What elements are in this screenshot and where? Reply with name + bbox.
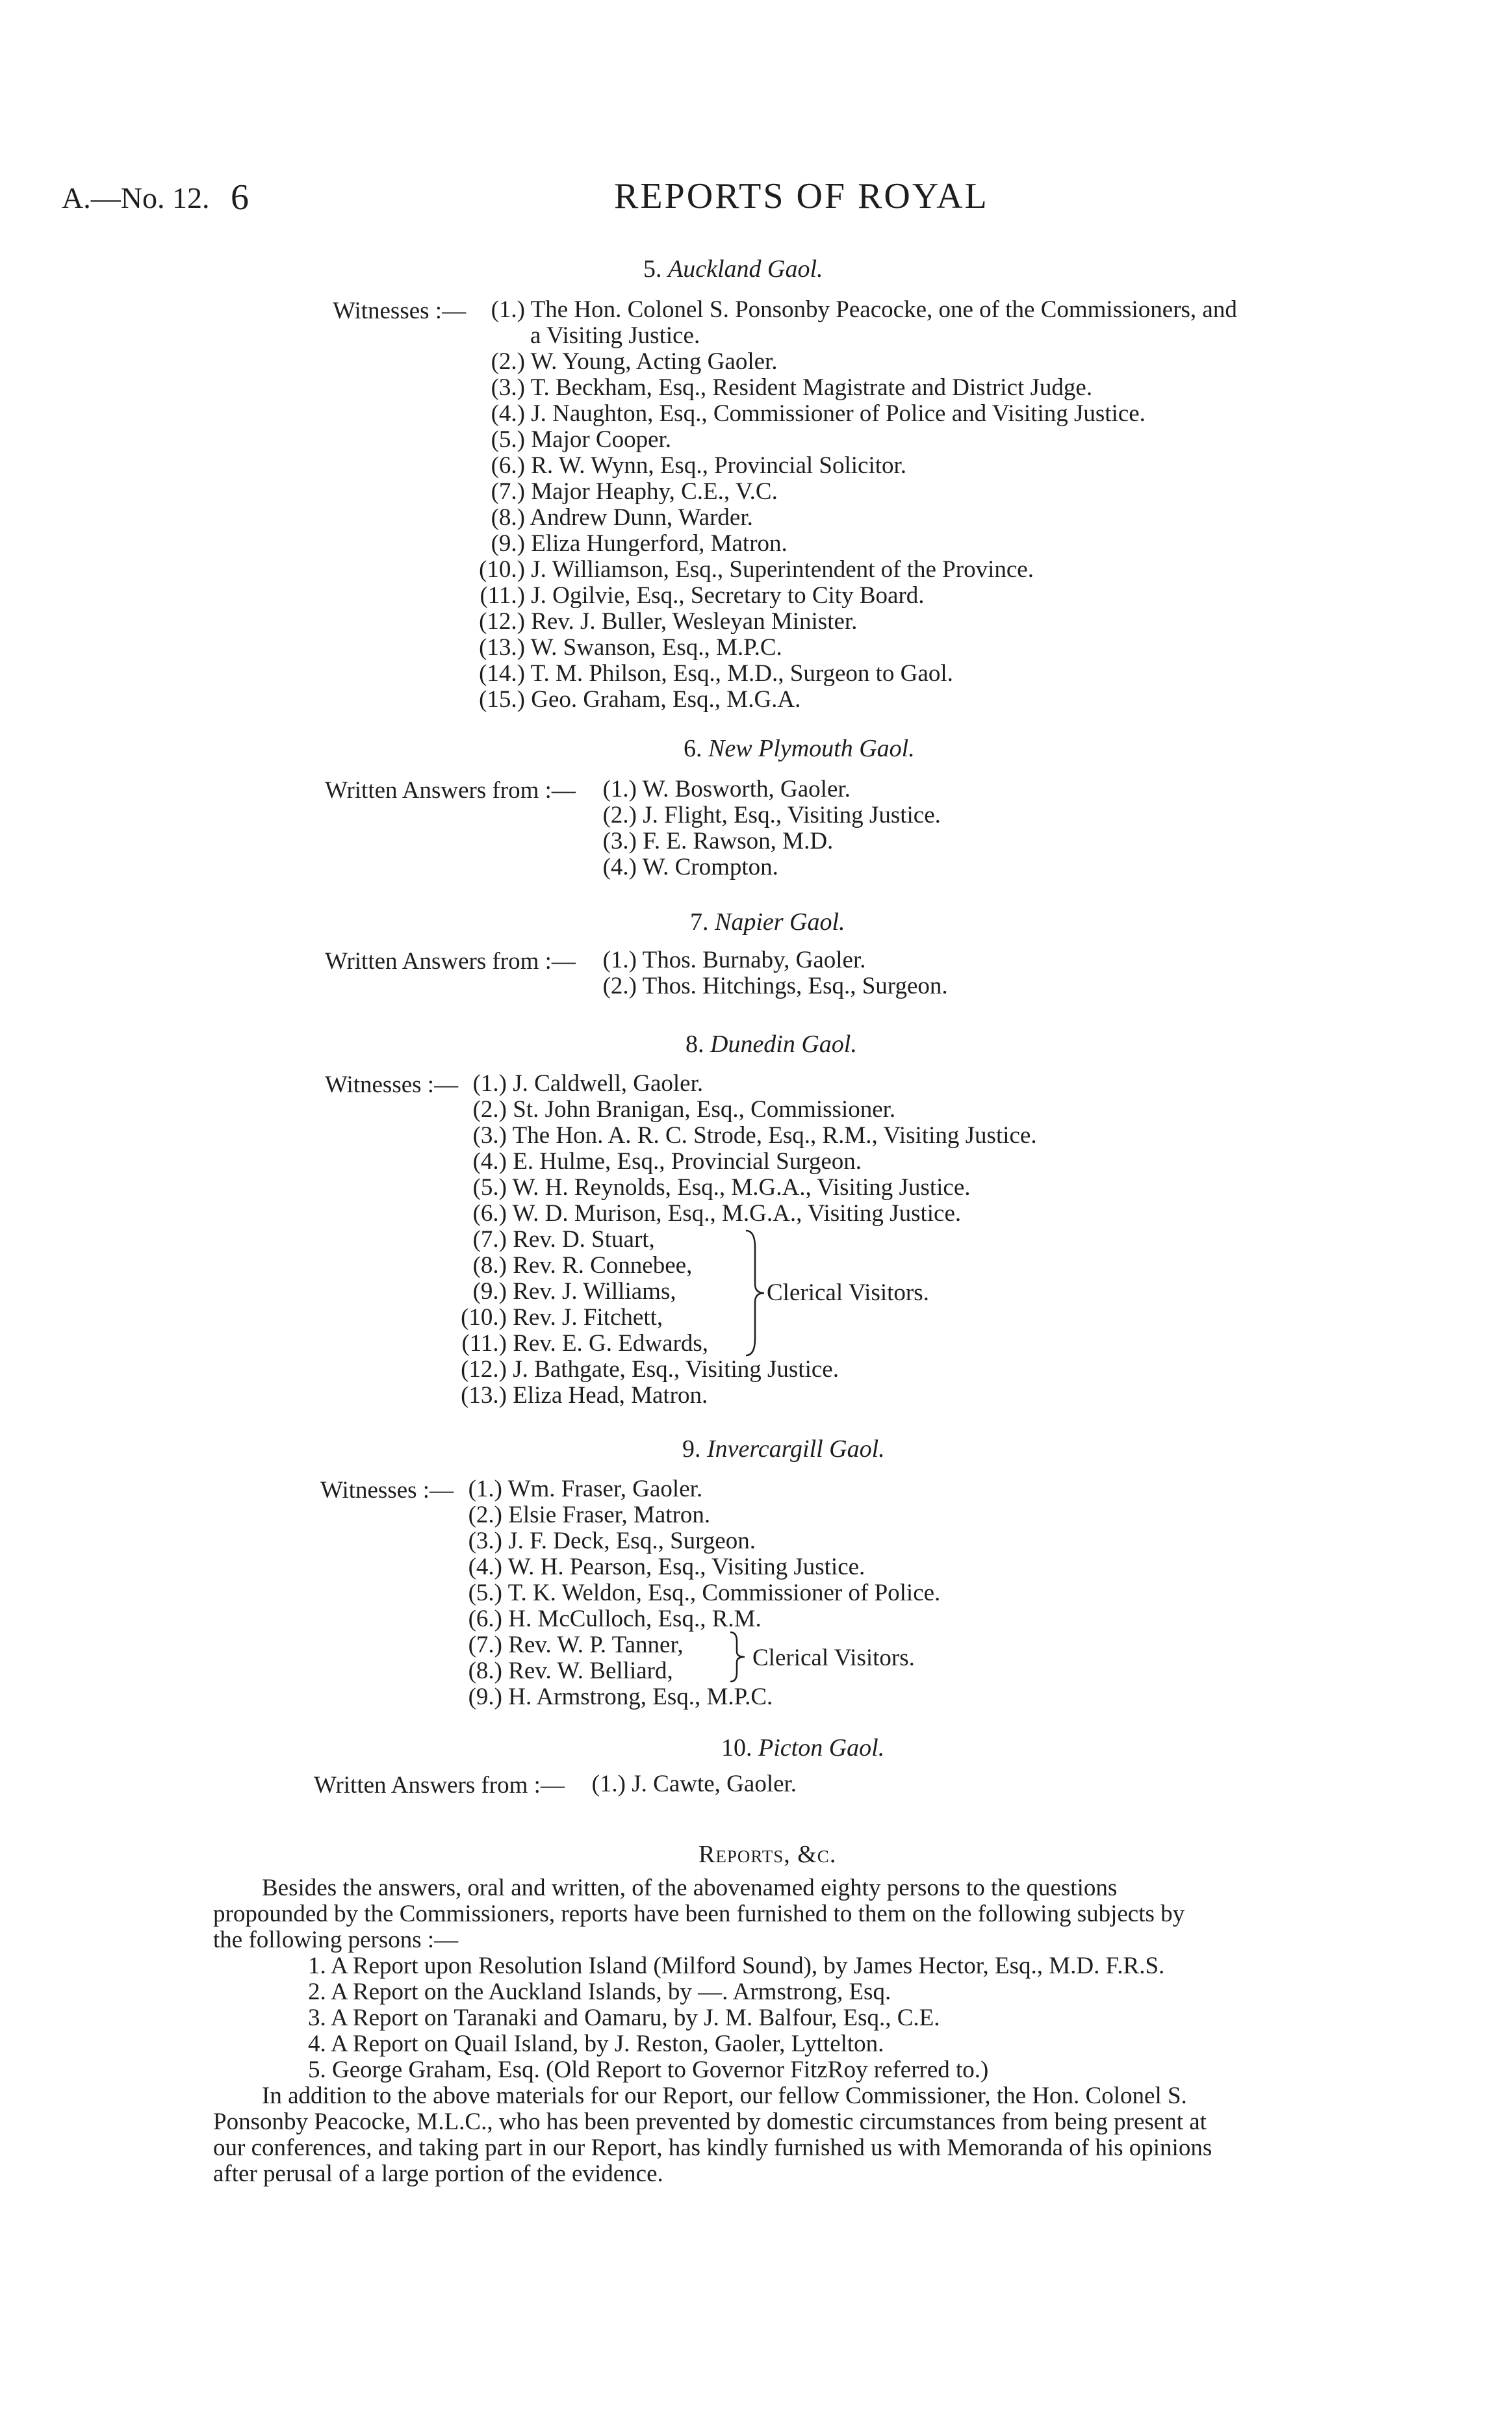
section-heading-new-plymouth: 6. New Plymouth Gaol. — [684, 735, 915, 762]
section-heading-auckland: 5. Auckland Gaol. — [643, 255, 823, 283]
list-item: (1.) Thos. Burnaby, Gaoler. — [602, 947, 866, 973]
list-item: (6.) W. D. Murison, Esq., M.G.A., Visiting Justice. — [472, 1200, 962, 1227]
list-item: 4. A Report on Quail Island, by J. Reston, Gaoler, Lyttelton. — [308, 2031, 884, 2057]
list-item: (5.) T. K. Weldon, Esq., Commissioner of Police. — [468, 1580, 941, 1606]
list-item: (2.) Thos. Hitchings, Esq., Surgeon. — [602, 973, 948, 999]
answer-list-picton — [587, 1771, 797, 1797]
section-heading-napier: 7. Napier Gaol. — [690, 908, 845, 936]
answer-list-napier — [598, 947, 948, 999]
paragraph-line: after perusal of a large portion of the evidence. — [213, 2160, 663, 2187]
page-title: REPORTS OF ROYAL — [614, 176, 989, 216]
document-reference: A.—No. 12. — [62, 181, 210, 214]
section-heading-invercargill: 9. Invercargill Gaol. — [682, 1435, 885, 1463]
list-item: (7.) Major Heaphy, C.E., V.C. — [491, 478, 778, 505]
paragraph-line: In addition to the above materials for our Report, our fellow Commissioner, the Hon. Colonel S. — [262, 2083, 1187, 2109]
list-item: (15.) Geo. Graham, Esq., M.G.A. — [479, 686, 801, 713]
list-item: (11.) Rev. E. G. Edwards, — [461, 1330, 708, 1357]
list-item: (8.) Rev. W. Belliard, — [468, 1658, 673, 1684]
witness-list-invercargill — [450, 1476, 940, 1710]
list-item: (14.) T. M. Philson, Esq., M.D., Surgeon to Gaol. — [479, 660, 953, 687]
paragraph-line: the following persons :— — [213, 1927, 459, 1953]
section-heading-picton: 10. Picton Gaol. — [721, 1734, 885, 1762]
reports-intro — [213, 1875, 1185, 1953]
witness-list-auckland — [478, 297, 1237, 713]
list-item: (10.) Rev. J. Fitchett, — [461, 1304, 663, 1331]
list-item: 3. A Report on Taranaki and Oamaru, by J. M. Balfour, Esq., C.E. — [308, 2005, 940, 2031]
list-item: (4.) W. Crompton. — [602, 854, 778, 880]
list-item: (7.) Rev. D. Stuart, — [472, 1226, 655, 1253]
list-item: (6.) R. W. Wynn, Esq., Provincial Solicitor. — [491, 452, 907, 479]
reports-list — [308, 1953, 1164, 2083]
list-item: (1.) The Hon. Colonel S. Ponsonby Peacocke, one of the Commissioners, and — [491, 296, 1237, 323]
list-item: (5.) Major Cooper. — [491, 426, 672, 453]
witnesses-label: Witnesses :— — [320, 1477, 454, 1504]
paragraph-line: Besides the answers, oral and written, of the abovenamed eighty persons to the questions — [262, 1875, 1118, 1901]
witnesses-label: Witnesses :— — [325, 1071, 459, 1098]
list-item: (4.) J. Naughton, Esq., Commissioner of Police and Visiting Justice. — [491, 400, 1146, 427]
written-answers-label: Written Answers from :— — [314, 1772, 565, 1799]
section-heading-dunedin: 8. Dunedin Gaol. — [686, 1031, 857, 1058]
reports-heading: Reports, &c. — [698, 1841, 837, 1868]
list-item: (13.) W. Swanson, Esq., M.P.C. — [479, 634, 782, 661]
list-item: (2.) J. Flight, Esq., Visiting Justice. — [602, 802, 941, 828]
list-item: (10.) J. Williamson, Esq., Superintendent of the Province. — [479, 556, 1034, 583]
answer-list-new-plymouth — [598, 776, 941, 880]
list-item: (12.) J. Bathgate, Esq., Visiting Justice. — [461, 1356, 839, 1383]
list-item: (6.) H. McCulloch, Esq., R.M. — [468, 1606, 762, 1632]
list-item: 1. A Report upon Resolution Island (Milford Sound), by James Hector, Esq., M.D. F.R.S. — [308, 1953, 1165, 1979]
list-item: (3.) J. F. Deck, Esq., Surgeon. — [468, 1528, 756, 1554]
list-item: (9.) Eliza Hungerford, Matron. — [491, 530, 788, 557]
list-item: (1.) J. Caldwell, Gaoler. — [472, 1070, 704, 1097]
right-brace-icon — [726, 1630, 752, 1684]
list-item: (4.) E. Hulme, Esq., Provincial Surgeon. — [472, 1148, 862, 1175]
list-item: (2.) St. John Branigan, Esq., Commissioner. — [472, 1096, 896, 1123]
list-item: (11.) J. Ogilvie, Esq., Secretary to City Board. — [480, 582, 925, 609]
list-item: (2.) Elsie Fraser, Matron. — [468, 1502, 711, 1528]
paragraph-line: propounded by the Commissioners, reports have been furnished to them on the following subjects by — [213, 1901, 1185, 1927]
list-item: (8.) Rev. R. Connebee, — [472, 1252, 693, 1279]
list-item: (7.) Rev. W. P. Tanner, — [468, 1632, 684, 1658]
clerical-visitors-label: Clerical Visitors. — [767, 1279, 929, 1306]
written-answers-label: Written Answers from :— — [325, 777, 576, 804]
list-item: (3.) The Hon. A. R. C. Strode, Esq., R.M., Visiting Justice. — [472, 1122, 1037, 1149]
list-item: (2.) W. Young, Acting Gaoler. — [491, 348, 778, 375]
list-item: (4.) W. H. Pearson, Esq., Visiting Justice. — [468, 1554, 865, 1580]
list-item: (8.) Andrew Dunn, Warder. — [491, 504, 753, 531]
list-item: 5. George Graham, Esq. (Old Report to Governor FitzRoy referred to.) — [308, 2057, 989, 2083]
list-item: (12.) Rev. J. Buller, Wesleyan Minister. — [479, 608, 858, 635]
list-item-continuation: a Visiting Justice. — [530, 322, 700, 349]
list-item: (9.) H. Armstrong, Esq., M.P.C. — [468, 1684, 773, 1710]
reports-closing — [213, 2083, 1212, 2187]
list-item: (9.) Rev. J. Williams, — [472, 1278, 676, 1305]
list-item: (13.) Eliza Head, Matron. — [461, 1382, 708, 1409]
witnesses-label: Witnesses :— — [333, 298, 467, 324]
list-item: (1.) W. Bosworth, Gaoler. — [602, 776, 851, 802]
paragraph-line: our conferences, and taking part in our Report, has kindly furnished us with Memoranda of his opinions — [213, 2134, 1212, 2161]
list-item: 2. A Report on the Auckland Islands, by —. Armstrong, Esq. — [308, 1979, 891, 2005]
list-item: (3.) F. E. Rawson, M.D. — [602, 828, 834, 854]
clerical-visitors-label: Clerical Visitors. — [752, 1645, 915, 1671]
paragraph-line: Ponsonby Peacocke, M.L.C., who has been prevented by domestic circumstances from being present at — [213, 2109, 1207, 2135]
written-answers-label: Written Answers from :— — [325, 948, 576, 975]
page-number: 6 — [231, 177, 249, 218]
list-item: (1.) J. Cawte, Gaoler. — [591, 1771, 797, 1797]
list-item: (5.) W. H. Reynolds, Esq., M.G.A., Visiting Justice. — [472, 1174, 971, 1201]
list-item: (1.) Wm. Fraser, Gaoler. — [468, 1476, 703, 1502]
list-item: (3.) T. Beckham, Esq., Resident Magistrate and District Judge. — [491, 374, 1093, 401]
